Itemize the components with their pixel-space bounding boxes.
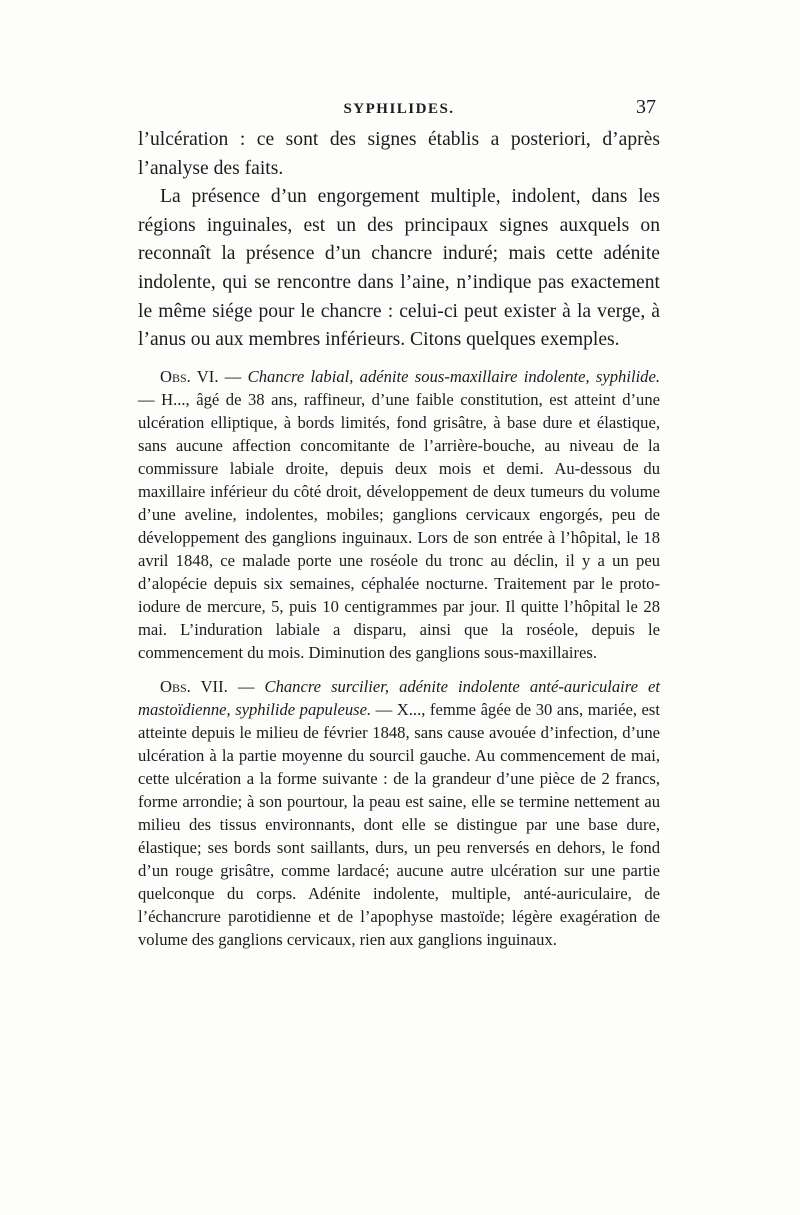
observation-6-label: Obs. VI. [160,366,219,386]
page-number: 37 [636,96,656,118]
observation-7-body: — X..., femme âgée de 30 ans, mariée, est atteinte depuis le milieu de février 1848, sans cause avouée d’infection, d’une ulcération à la partie moyenne du sourcil gauche. Au commencement de mai, cette ulcération a la forme suivante : de la grandeur d’une pièce de 2 francs, forme arrondie; à son pourtour, la peau est saine, elle se termine nettement au milieu des tissus environnants, dont elle se distingue par une base dure, élastique; ses bords sont saillants, durs, un peu renversés en dehors, le fond d’un rouge grisâtre, comme lardacé; aucune autre ulcération sur une partie quelconque du corps. Adénite indolente, multiple, anté-auriculaire, de l’échancrure parotidienne et de l’apophyse mastoïde; légère exagération de volume des ganglions cervicaux, rien aux ganglions inguinaux. [138,699,660,949]
body-text [138,126,660,951]
observation-6 [138,365,660,664]
observation-7 [138,675,660,951]
observation-6-dash: — [218,366,248,386]
observation-7-dash: — [227,676,265,696]
observation-6-title: Chancre labial, adénite sous-maxillaire indolente, syphilide. [247,366,660,386]
paragraph-continuation: l’ulcération : ce sont des signes établis a posteriori, d’après l’analyse des faits. [138,129,660,179]
running-head [138,96,660,122]
observation-7-title: Chancre surcilier, adénite indolente anté-auriculaire et mastoïdienne, syphilide papuleuse. [138,676,661,719]
observation-6-body: — H..., âgé de 38 ans, raffineur, d’une faible constitution, est atteint d’une ulcération elliptique, à bords limités, fond grisâtre, à base dure et élastique, sans aucune affection concomitante de l’arrière-bouche, au niveau de la commissure labiale droite, depuis deux mois et demi. Au-dessous du maxillaire inférieur du côté droit, développement de deux tumeurs du volume d’une aveline, indolentes, mobiles; ganglions cervicaux engorgés, peu de développement des ganglions inguinaux. Lors de son entrée à l’hôpital, le 18 avril 1848, ce malade porte une roséole du tronc au déclin, il y a un peu d’alopécie depuis six semaines, céphalée nocturne. Traitement par le proto-iodure de mercure, 5, puis 10 centigrammes par jour. Il quitte l’hôpital le 28 mai. L’induration labiale a disparu, ainsi que la roséole, depuis le commencement du mois. Diminution des ganglions sous-maxillaires. [138,389,660,662]
observation-7-label: Obs. VII. [160,676,228,696]
paragraph-adenite: La présence d’un engorgement multiple, indolent, dans les régions inguinales, est un des principaux signes auxquels on reconnaît la présence d’un chancre induré; mais cette adénite indolente, qui se rencontre dans l’aine, n’indique pas exactement le même siége pour le chancre : celui-ci peut exister à la verge, à l’anus ou aux membres inférieurs. Citons quelques exemples. [138,186,660,351]
running-title: SYPHILIDES. [343,101,455,117]
